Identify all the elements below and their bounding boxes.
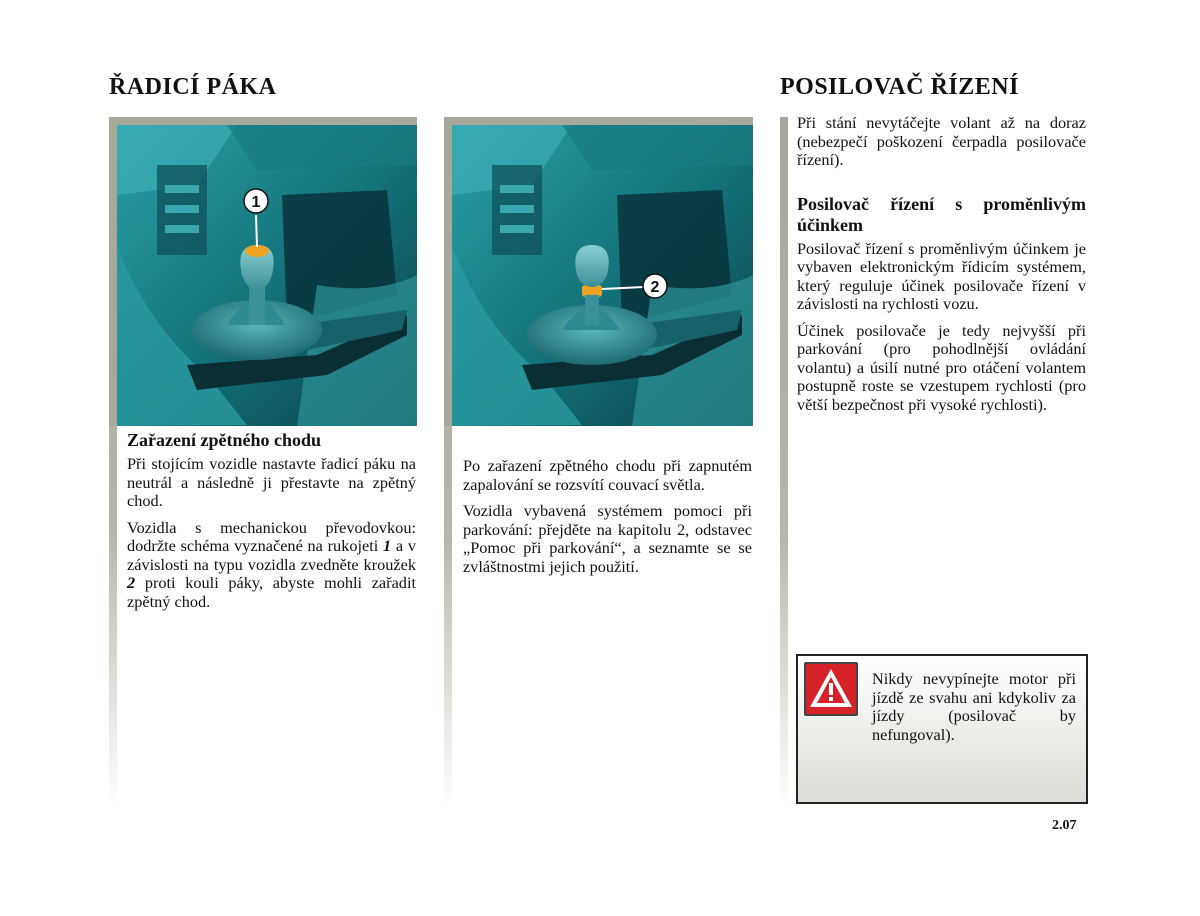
warning-text: Nikdy nevypínejte motor při jízdě ze svahu ani kdykoliv za jízdy (posilovač by nefungoval). — [872, 669, 1076, 744]
warning-box — [796, 654, 1088, 804]
car-interior-illustration — [452, 125, 753, 426]
section-title-power-steering: POSILOVAČ ŘÍZENÍ — [780, 74, 1019, 100]
variable-steering-paragraph-1: Posilovač řízení s proměnlivým účinkem je vybaven elektronickým řídicím systémem, který reguluje účinek posilovače řízení v závislosti na rychlosti vozu. — [797, 238, 1086, 313]
gear-lever-photo-2 — [444, 117, 753, 426]
callout-2-label: 2 — [650, 279, 660, 296]
reverse-lights-section — [463, 457, 752, 584]
page-number: 2.07 — [1052, 818, 1077, 833]
warning-triangle-icon — [804, 662, 858, 716]
variable-steering-heading: Posilovač řízení s proměnlivým účinkem — [797, 193, 1086, 235]
reference-2: 2 — [127, 573, 136, 592]
reverse-gear-section — [127, 430, 416, 619]
reverse-gear-paragraph-1: Při stojícím vozidle nastavte řadicí páku na neutrál a následně ji přestavte na zpětný chod. — [127, 454, 416, 510]
column-bar-right — [780, 117, 788, 807]
reference-1: 1 — [383, 536, 392, 555]
gear-lever-photo-1 — [109, 117, 417, 426]
reverse-gear-heading: Zařazení zpětného chodu — [127, 430, 322, 450]
callout-1-label: 1 — [251, 194, 261, 211]
power-steering-section — [797, 114, 1086, 422]
section-title-gear-lever: ŘADICÍ PÁKA — [109, 74, 277, 100]
variable-steering-paragraph-2: Účinek posilovače je tedy nejvyšší při parkování (pro pohodlnější ovládání volantu) a úsilí nutné pro otáčení volantem postupně roste se vzestupem rychlosti (pro větší bezpečnost při vysoké rychlosti). — [797, 320, 1086, 414]
parking-assist-paragraph: Vozidla vybavená systémem pomoci při parkování: přejděte na kapitolu 2, odstavec „Pomoc při parkování“, a seznamte se se zvláštnostmi jejich použití. — [463, 501, 752, 576]
power-steering-paragraph-1: Při stání nevytáčejte volant až na doraz (nebezpečí poškození čerpadla posilovače řízení). — [797, 113, 1086, 169]
reverse-gear-paragraph-2: Vozidla s mechanickou převodovkou: dodržte schéma vyznačené na rukojeti 1 a v závislosti na typu vozidla zvedněte kroužek 2 proti kouli páky, abyste mohli zařadit zpětný chod. — [127, 517, 416, 611]
car-interior-illustration — [117, 125, 417, 426]
reverse-lights-paragraph: Po zařazení zpětného chodu při zapnutém zapalování se rozsvítí couvací světla. — [463, 456, 752, 494]
